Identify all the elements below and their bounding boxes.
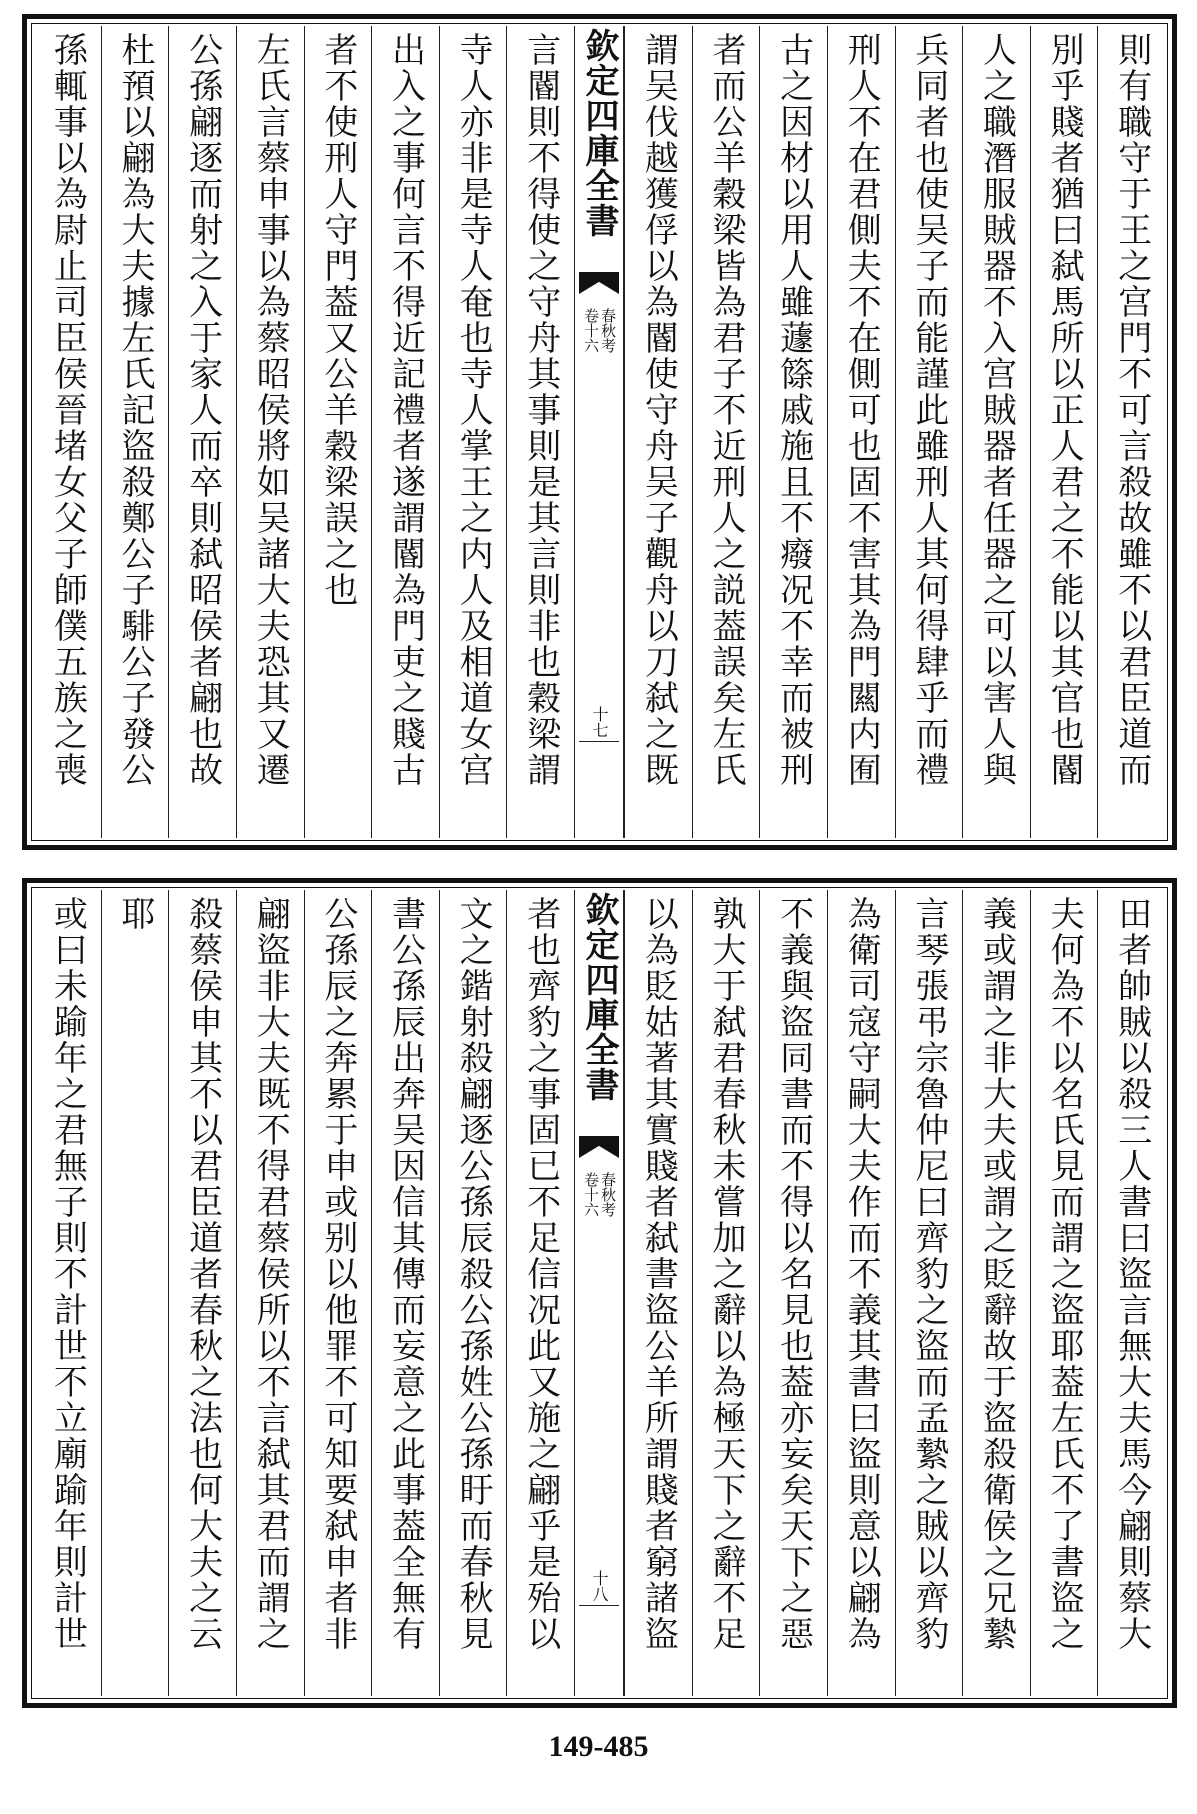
text-column: 刑人不在君側夫不在側可也固不害其為門闗内囿 <box>827 26 895 838</box>
text-column: 公孫辰之奔累于申或别以他罪不可知要弑申者非 <box>304 890 372 1696</box>
text-column: 殺蔡侯申其不以君臣道者春秋之法也何大夫之云 <box>168 890 236 1696</box>
text-column: 別乎賤者猶曰弑馬所以正人君之不能以其官也閽 <box>1030 26 1098 838</box>
chapter-name: 春秋考 <box>599 1172 617 1217</box>
text-column: 耶 <box>101 890 169 1696</box>
page-number: 149-485 <box>548 1730 649 1763</box>
text-column: 義或謂之非大夫或謂之貶辭故于盜殺衛侯之兄縶 <box>962 890 1030 1696</box>
text-column: 寺人亦非是寺人奄也寺人掌王之内人及相道女宫 <box>439 26 507 838</box>
book-title: 欽定四庫全書 <box>579 892 619 1102</box>
text-column: 或曰未踰年之君無子則不計世不立廟踰年則計世 <box>47 896 88 1652</box>
text-column: 左氏言蔡申事以為蔡昭侯將如吴諸大夫恐其又遷 <box>236 26 304 838</box>
lower-page <box>22 878 1177 1708</box>
text-column: 者也齊豹之事固已不足信况此又施之翩乎是殆以 <box>506 890 574 1696</box>
chapter-label <box>583 1172 615 1217</box>
text-column: 書公孫辰出奔吴因信其傳而妄意之此事葢全無有 <box>371 890 439 1696</box>
text-column: 言閽則不得使之守舟其事則是其言則非也穀梁謂 <box>506 26 574 838</box>
text-column: 以為貶姑著其實賤者弑書盜公羊所謂賤者窮諸盜 <box>624 890 692 1696</box>
text-column: 者不使刑人守門葢又公羊穀梁誤之也 <box>304 26 372 838</box>
text-column: 謂吴伐越獲俘以為閽使守舟吴子觀舟以刀弑之既 <box>624 26 692 838</box>
text-column: 人之職潛服賊器不入宫賊器者任器之可以害人與 <box>962 26 1030 838</box>
text-column: 為衛司寇守嗣大夫作而不義其書曰盜則意以翩為 <box>827 890 895 1696</box>
fishtail-mark-icon <box>579 1136 619 1158</box>
text-column: 不義與盜同書而不得以名見也葢亦妄矣天下之惡 <box>759 890 827 1696</box>
fishtail-mark-icon <box>579 272 619 294</box>
text-column: 孰大于弑君春秋未嘗加之辭以為極天下之辭不足 <box>692 890 760 1696</box>
text-column: 文之鍇射殺翩逐公孫辰殺公孫姓公孫盱而春秋見 <box>439 890 507 1696</box>
text-column: 翩盜非大夫既不得君蔡侯所以不言弑其君而謂之 <box>236 890 304 1696</box>
margin-rule <box>579 741 619 742</box>
folio-number: 十七 <box>590 706 609 738</box>
chapter-name: 春秋考 <box>599 308 617 353</box>
chapter-volume: 卷十六 <box>582 308 600 353</box>
text-column: 則有職守于王之宫門不可言殺故雖不以君臣道而 <box>1097 26 1165 838</box>
upper-page <box>22 14 1177 850</box>
text-column: 出入之事何言不得近記禮者遂謂閽為門吏之賤古 <box>371 26 439 838</box>
text-column: 兵同者也使吴子而能謹此雖刑人其何得肆乎而禮 <box>895 26 963 838</box>
book-title: 欽定四庫全書 <box>579 28 619 238</box>
text-column: 古之因材以用人雖蘧篨戚施且不癈况不幸而被刑 <box>759 26 827 838</box>
text-column: 杜預以翩為大夫據左氏記盜殺鄭公子騑公子發公 <box>101 26 169 838</box>
text-column: 言琴張弔宗魯仲尼曰齊豹之盜而孟縶之賊以齊豹 <box>895 890 963 1696</box>
margin-rule <box>579 1605 619 1606</box>
text-column: 公孫翩逐而射之入于家人而卒則弑昭侯者翩也故 <box>168 26 236 838</box>
text-column: 田者帥賊以殺三人書曰盜言無大夫馬今翩則蔡大 <box>1097 890 1165 1696</box>
text-column: 孫輒事以為尉止司臣侯晉堵女父子師僕五族之喪 <box>47 32 88 788</box>
chapter-label <box>583 308 615 353</box>
center-margin <box>574 26 624 838</box>
folio-number: 十八 <box>590 1570 609 1602</box>
text-column: 夫何為不以名氏見而謂之盜耶葢左氏不了書盜之 <box>1030 890 1098 1696</box>
center-margin <box>574 890 624 1696</box>
text-column: 者而公羊穀梁皆為君子不近刑人之説葢誤矣左氏 <box>692 26 760 838</box>
chapter-volume: 卷十六 <box>582 1172 600 1217</box>
